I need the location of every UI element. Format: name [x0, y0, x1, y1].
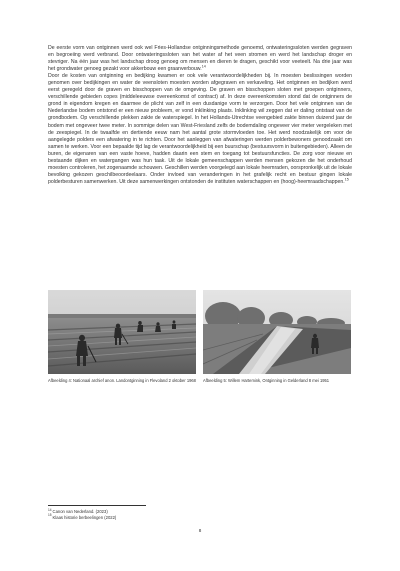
figure-5 [203, 290, 351, 384]
page-number: 8 [198, 528, 202, 533]
paragraph-2 [48, 73, 352, 186]
footnote-15-number: 15 [48, 513, 52, 518]
footnote-14-number: 14 [48, 507, 52, 512]
footnote-ref-15[interactable]: 15 [344, 177, 349, 182]
footnote-15 [48, 515, 248, 521]
footnote-15-text: Klaas historie berbeelingen (2022) [52, 514, 117, 520]
paragraph-2-text: Door de kosten van ontginning en bedijking kwamen er ook vele verantwoordelijkheden bij. In moesten beslissingen worden genomen over bedijkingen en water de veensloten moesten worden afgegraven en verkaveling. Het ontginnen en bedijken werd eerst geregeld door de graven en bisschoppen van de omgeving. De graven en bisschoppen sloten met groepen ontginners, verschillende gebieden copes (middeleeuwse overeenkomst of contract) af. In deze overeenkomsten stond dat de ontginners de grond in eigendom kregen en daarmee de plicht van zelf in een dusdanige vorm te verzorgen. Door het vele ontginnen van de Nederlandse bodem ontstond er een nieuw probleem, er vond inklinking plaats. Inklinking wil zeggen dat er daling ontstaat van de grondbodem. Op verschillende plekken zakte de waterspiegel. In het Hollands-Utrechtse veengebied zakte binnen duizend jaar de bodem met ongeveer twee meter. In sommige delen van West-Friesland zelfs de bodemdaling ongeveer vier meter vergeleken met de zeespiegel. In de twaalfde en dertiende eeuw nam het aantal grote stormvloeden toe. Het werd noodzakelijk om voor de aangelegde polders een afwatering in te richten. Door het aanleggen van afwateringen werden polderbewoners genoodzaakt om samen te werken. Voor een bepaalde tijd lag de verantwoordelijkheid bij een buurschap (bestuursvorm in buitengebieden). Alleen de buren, de eigenaren van een vaste hoeve, hadden daarin een stem en toegang tot bestuursfuncties. De zorg voor nieuwe en bestaande dijken en watergangen was hun taak. Uit de lokale gemeenschappen werden mensen gekozen die het onderhoud moesten controleren, het zogenaamde schouwen. Geschillen werden voorgelegd aan lokale heemraden, oorspronkelijk uit de lokale bevolking gekozen geschilbeoordeelaars. Onder invloed van veranderingen in het grafelijk recht en bestuur gingen lokale polderbesturen samenwerken. Uit deze samenwerkingen ontstonden de instituten waterschappen en (hoog)-heemraadschappen. [48, 73, 352, 185]
photo-reclamation-gelderland [203, 290, 351, 374]
footnote-divider [48, 505, 146, 506]
photo-land-reclamation-flevoland [48, 290, 196, 374]
body-text [48, 45, 352, 186]
footnote-ref-14[interactable]: 14 [201, 64, 206, 69]
footnotes [48, 509, 248, 521]
paragraph-1-text: De eerste vorm van ontginnen werd ook wel Fries-Hollandse ontginningsmethode genoemd, ontwateringssloten werden gegraven en begroeiing werd verbrand. Door ontwateringssloten van het water af het veen stromen en werd het landschap droger en stevriger. Na één jaar was het landschap droog genoeg om mensen en dieren te dragen, geschikt voor veeteelt. Na drie jaar was het grondwater genoeg gezakt voor akkerbouw een graanverbouw. [48, 45, 352, 73]
paragraph-1 [48, 45, 352, 73]
footnote-14-text: Canon van Nederland. (2023) [52, 509, 108, 514]
figure-4-caption: Afbeelding 4: Nationaal archief anon. Landontginning in Flevoland 2 oktober 1968 [48, 378, 196, 383]
figure-4 [48, 290, 196, 384]
figure-5-caption: Afbeelding 5: Willem Hartemink, Ontginning in Gelderland 8 mei 1951 [203, 378, 330, 383]
